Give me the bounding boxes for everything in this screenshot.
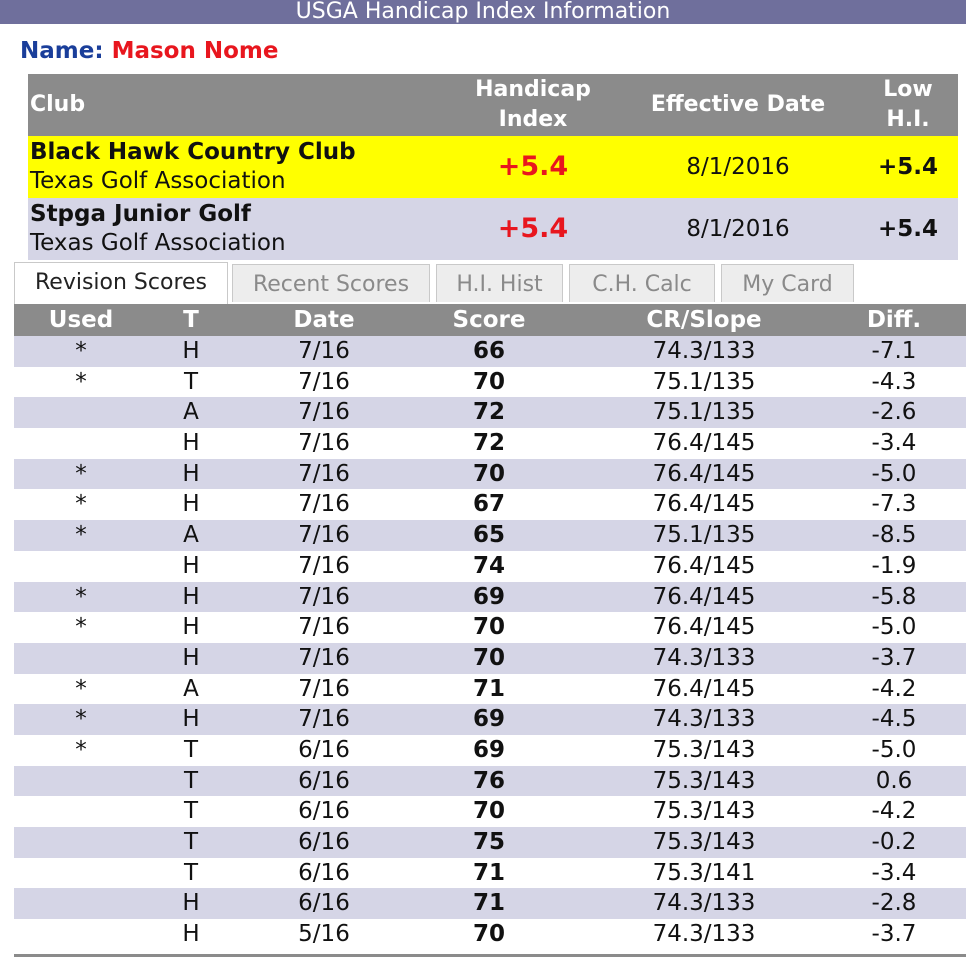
score-date: 7/16 [298, 368, 350, 395]
score-value: 70 [472, 460, 505, 487]
score-type: H [182, 644, 200, 671]
score-differential: -7.3 [871, 491, 917, 518]
table-row [14, 520, 966, 551]
score-differential: -2.6 [871, 399, 917, 426]
col-cr-slope-header: CR/Slope [646, 307, 762, 333]
score-date: 7/16 [298, 491, 350, 518]
table-row [14, 858, 966, 889]
score-date: 5/16 [298, 921, 350, 948]
score-date: 6/16 [298, 829, 350, 855]
score-type: H [182, 921, 200, 948]
score-type: H [182, 338, 200, 364]
score-date: 7/16 [298, 399, 350, 426]
score-differential: -4.2 [871, 675, 917, 702]
score-type: T [183, 736, 199, 763]
table-bottom-divider [14, 954, 966, 957]
col-low-header-line1: Low [883, 77, 933, 102]
score-value: 67 [472, 491, 505, 518]
scores-table-header [14, 304, 966, 336]
score-differential: -4.2 [871, 798, 917, 825]
page-title: USGA Handicap Index Information [0, 0, 966, 24]
score-type: T [183, 767, 199, 794]
score-value: 69 [472, 736, 505, 763]
score-used-flag: * [75, 614, 87, 641]
score-value: 70 [472, 368, 505, 395]
score-used-flag: * [75, 675, 87, 702]
score-cr-slope: 74.3/133 [652, 890, 756, 917]
col-hi-header [458, 75, 608, 135]
col-hi-header-line1: Handicap [475, 77, 591, 102]
score-type: H [182, 706, 200, 733]
score-used-flag: * [75, 491, 87, 518]
score-type: A [183, 522, 199, 549]
club-table-header [28, 74, 958, 136]
score-differential: -3.7 [871, 644, 917, 671]
player-name-line [20, 36, 278, 66]
score-date: 6/16 [298, 798, 350, 825]
score-used-flag: * [75, 338, 87, 364]
score-cr-slope: 75.3/143 [652, 798, 756, 825]
score-value: 70 [472, 614, 505, 641]
tab-ch-calc[interactable]: C.H. Calc [569, 264, 715, 302]
table-row [14, 551, 966, 582]
score-differential: -1.9 [871, 552, 917, 579]
score-value: 69 [472, 583, 505, 610]
score-value: 74 [472, 552, 505, 579]
score-differential: -2.8 [871, 890, 917, 917]
score-used-flag: * [75, 736, 87, 763]
score-cr-slope: 75.3/143 [652, 829, 756, 855]
club-handicap-index: +5.4 [497, 213, 569, 244]
score-type: A [183, 675, 199, 702]
score-used-flag: * [75, 522, 87, 549]
score-value: 69 [472, 706, 505, 733]
score-cr-slope: 76.4/145 [652, 583, 756, 610]
score-used-flag: * [75, 706, 87, 733]
col-low-header [858, 75, 958, 135]
score-differential: -5.0 [871, 460, 917, 487]
score-value: 72 [472, 399, 505, 426]
table-row [14, 612, 966, 643]
table-row [14, 428, 966, 459]
score-value: 66 [472, 338, 505, 364]
score-date: 7/16 [298, 522, 350, 549]
club-row[interactable] [28, 198, 958, 260]
club-effective-date: 8/1/2016 [686, 216, 790, 242]
score-cr-slope: 76.4/145 [652, 675, 756, 702]
score-used-flag: * [75, 583, 87, 610]
score-value: 71 [472, 675, 505, 702]
score-differential: -5.0 [871, 614, 917, 641]
score-value: 76 [472, 767, 505, 794]
score-type: T [183, 368, 199, 395]
score-date: 7/16 [298, 583, 350, 610]
score-differential: 0.6 [875, 767, 913, 794]
table-row [14, 704, 966, 735]
score-value: 72 [472, 430, 505, 457]
score-cr-slope: 75.1/135 [652, 399, 756, 426]
table-row [14, 582, 966, 613]
table-row [14, 674, 966, 705]
score-type: H [182, 460, 200, 487]
score-value: 71 [472, 859, 505, 886]
table-row [14, 643, 966, 674]
score-type: T [183, 829, 199, 855]
score-date: 7/16 [298, 644, 350, 671]
club-name: Stpga Junior Golf [30, 201, 251, 227]
score-differential: -8.5 [871, 522, 917, 549]
club-association: Texas Golf Association [30, 168, 286, 194]
score-date: 7/16 [298, 675, 350, 702]
table-row [14, 489, 966, 520]
col-club-header: Club [30, 92, 86, 117]
score-date: 7/16 [298, 614, 350, 641]
score-type: H [182, 583, 200, 610]
score-cr-slope: 76.4/145 [652, 614, 756, 641]
score-differential: -5.0 [871, 736, 917, 763]
score-differential: -3.4 [871, 430, 917, 457]
score-type: T [183, 859, 199, 886]
table-row [14, 735, 966, 766]
scores-table-body [14, 336, 966, 950]
club-association: Texas Golf Association [30, 230, 286, 256]
score-cr-slope: 76.4/145 [652, 460, 756, 487]
score-date: 7/16 [298, 552, 350, 579]
table-row [14, 367, 966, 398]
score-differential: -0.2 [871, 829, 917, 855]
score-type: H [182, 430, 200, 457]
score-used-flag: * [75, 368, 87, 395]
score-differential: -4.3 [871, 368, 917, 395]
table-row [14, 827, 966, 858]
score-value: 70 [472, 644, 505, 671]
score-type: A [183, 399, 199, 426]
player-name: Mason Nome [111, 38, 279, 64]
table-row [14, 796, 966, 827]
col-date-header: Effective Date [650, 92, 826, 117]
club-row[interactable] [28, 136, 958, 198]
col-used-header: Used [48, 307, 114, 333]
table-row [14, 766, 966, 797]
tab-revision-scores[interactable]: Revision Scores [14, 262, 228, 304]
score-cr-slope: 75.1/135 [652, 522, 756, 549]
score-cr-slope: 74.3/133 [652, 921, 756, 948]
table-row [14, 919, 966, 950]
club-low-hi: +5.4 [877, 216, 938, 242]
score-cr-slope: 74.3/133 [652, 644, 756, 671]
score-value: 70 [472, 798, 505, 825]
score-date: 7/16 [298, 460, 350, 487]
score-differential: -5.8 [871, 583, 917, 610]
tab-my-card[interactable]: My Card [721, 264, 854, 302]
score-type: H [182, 614, 200, 641]
score-value: 65 [472, 522, 505, 549]
score-cr-slope: 75.1/135 [652, 368, 756, 395]
tab-hi-hist[interactable]: H.I. Hist [436, 264, 563, 302]
score-date: 6/16 [298, 736, 350, 763]
table-row [14, 397, 966, 428]
score-cr-slope: 76.4/145 [652, 552, 756, 579]
tab-recent-scores[interactable]: Recent Scores [232, 264, 430, 302]
score-cr-slope: 75.3/141 [652, 859, 756, 886]
score-cr-slope: 75.3/143 [652, 736, 756, 763]
score-date: 6/16 [298, 890, 350, 917]
table-row [14, 336, 966, 367]
col-diff-header: Diff. [866, 307, 922, 333]
col-low-header-line2: H.I. [886, 107, 930, 132]
score-date: 7/16 [298, 338, 350, 364]
score-cr-slope: 74.3/133 [652, 706, 756, 733]
score-type: H [182, 491, 200, 518]
score-date: 7/16 [298, 430, 350, 457]
score-type: H [182, 890, 200, 917]
score-differential: -7.1 [871, 338, 917, 364]
score-differential: -4.5 [871, 706, 917, 733]
table-row [14, 459, 966, 490]
table-row [14, 888, 966, 919]
score-cr-slope: 74.3/133 [652, 338, 756, 364]
score-value: 70 [472, 921, 505, 948]
score-cr-slope: 76.4/145 [652, 430, 756, 457]
club-low-hi: +5.4 [877, 154, 938, 180]
score-date: 6/16 [298, 767, 350, 794]
score-value: 75 [472, 829, 505, 855]
col-date-header: Date [293, 307, 355, 333]
club-handicap-index: +5.4 [497, 151, 569, 182]
score-used-flag: * [75, 460, 87, 487]
col-hi-header-line2: Index [498, 107, 568, 132]
name-label: Name: [20, 38, 104, 64]
col-type-header: T [183, 307, 199, 333]
score-type: T [183, 798, 199, 825]
score-differential: -3.7 [871, 921, 917, 948]
col-score-header: Score [452, 307, 526, 333]
score-value: 71 [472, 890, 505, 917]
score-date: 7/16 [298, 706, 350, 733]
club-effective-date: 8/1/2016 [686, 154, 790, 180]
club-name: Black Hawk Country Club [30, 139, 356, 165]
score-date: 6/16 [298, 859, 350, 886]
score-differential: -3.4 [871, 859, 917, 886]
score-type: H [182, 552, 200, 579]
score-cr-slope: 75.3/143 [652, 767, 756, 794]
score-cr-slope: 76.4/145 [652, 491, 756, 518]
